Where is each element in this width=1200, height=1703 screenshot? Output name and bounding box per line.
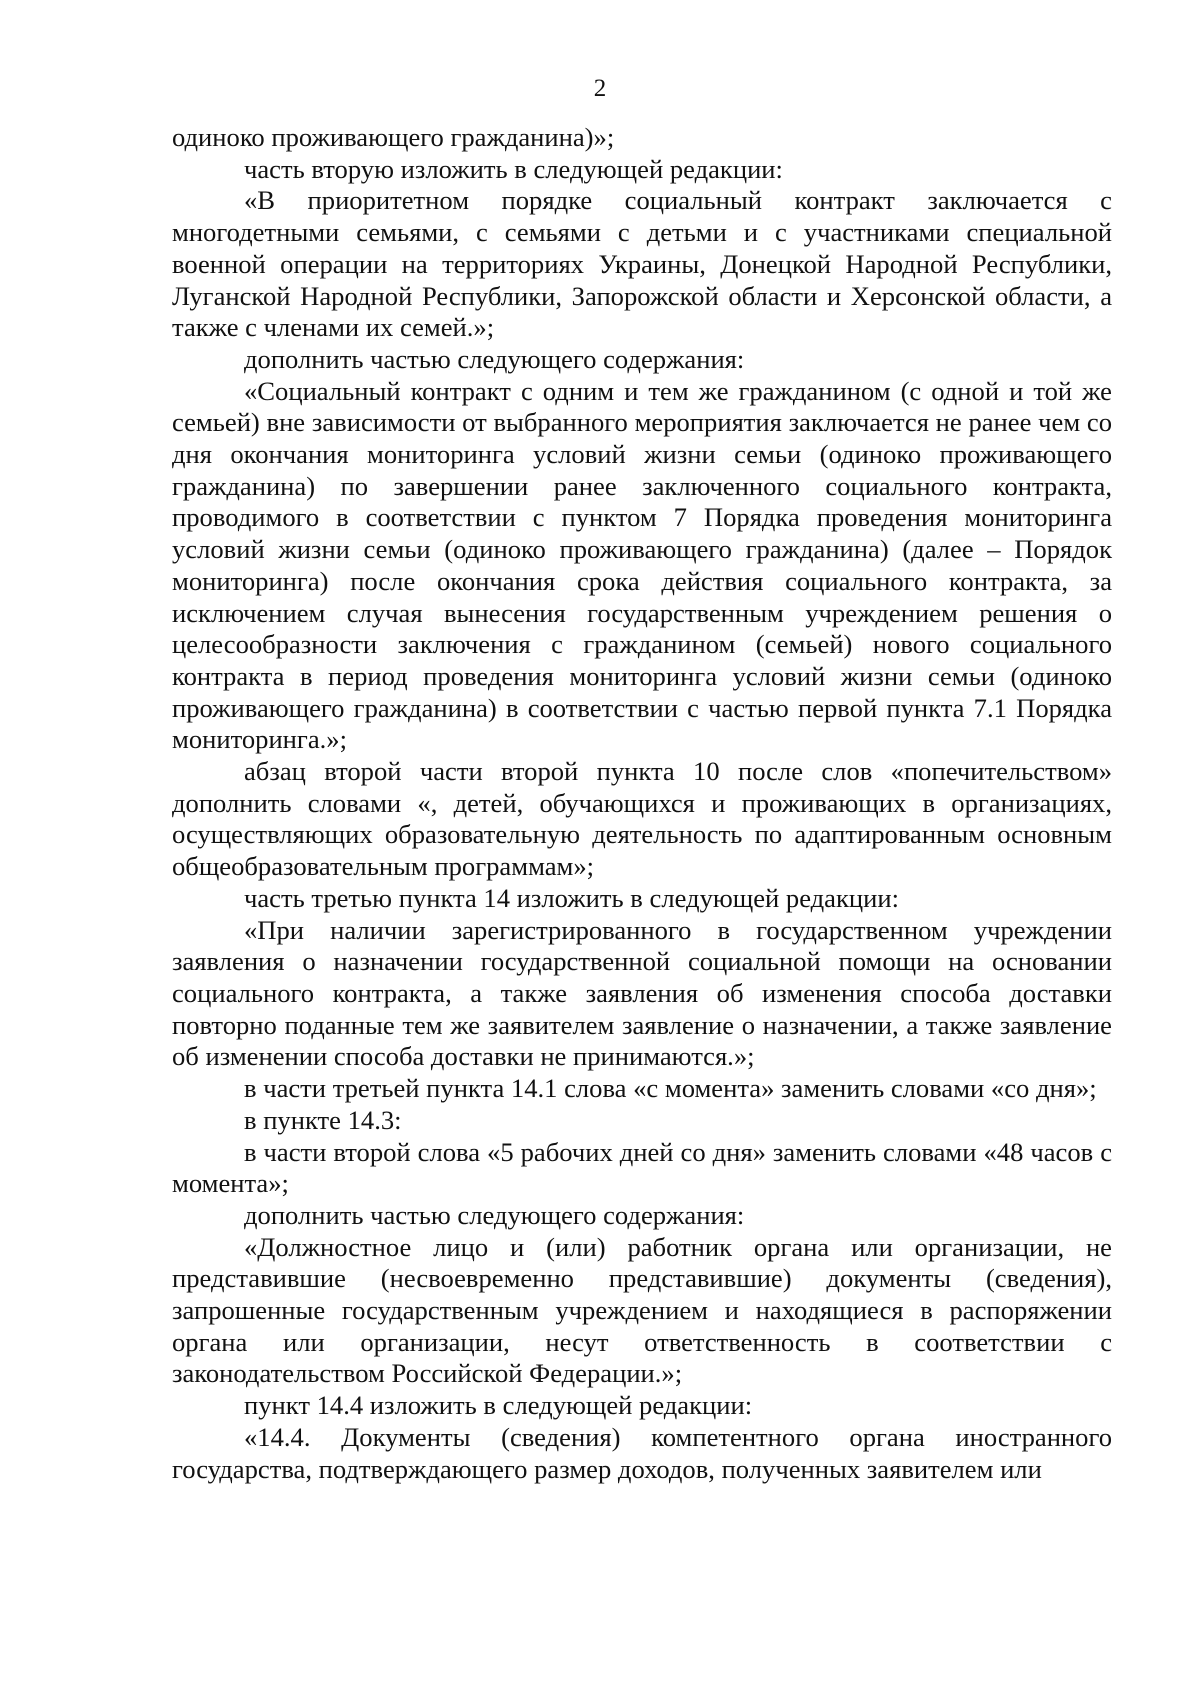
paragraph: дополнить частью следующего содержания: [244, 1199, 745, 1230]
paragraph: «14.4. Документы (сведения) компетентного органа иностранного государства, подтверждающего размер доходов, полученных заявителем или [172, 1421, 1112, 1484]
paragraph: в пункте 14.3: [244, 1104, 402, 1135]
paragraph: «В приоритетном порядке социальный контракт заключается с многодетными семьями, с семьями с детьми и с участниками специальной военной операции на территориях Украины, Донецкой Народной Республики, Луганской Народной Республики, Запорожской области и Херсонской области, а также с членами их семей.»; [172, 185, 1112, 343]
paragraph: в части третьей пункта 14.1 слова «с момента» заменить словами «со дня»; [244, 1073, 1097, 1104]
paragraph: абзац второй части второй пункта 10 после слов «попечительством» дополнить словами «, детей, обучающихся и проживающих в организациях, осуществляющих образовательную деятельность по адаптированным основным общеобразовательным программам»; [172, 756, 1112, 882]
paragraph: «Должностное лицо и (или) работник органа или организации, не представившие (несвоевременно представившие) документы (сведения), запрошенные государственным учреждением и находящиеся в распоряжении органа или организации, несут ответственность в соответствии с законодательством Российской Федерации.»; [172, 1231, 1112, 1389]
paragraph: «При наличии зарегистрированного в государственном учреждении заявления о назначении государственной социальной помощи на основании социального контракта, а также заявления об изменения способа доставки повторно поданные тем же заявителем заявление о назначении, а также заявление об изменении способа доставки не принимаются.»; [172, 914, 1112, 1072]
page-number: 2 [593, 75, 607, 102]
paragraph: пункт 14.4 изложить в следующей редакции: [244, 1390, 753, 1421]
paragraph: в части второй слова «5 рабочих дней со дня» заменить словами «48 часов с момента»; [172, 1136, 1112, 1199]
paragraph: часть третью пункта 14 изложить в следующей редакции: [244, 882, 899, 913]
paragraph: «Социальный контракт с одним и тем же гражданином (с одной и той же семьей) вне зависимости от выбранного мероприятия заключается не ранее чем со дня окончания мониторинга условий жизни семьи (одиноко проживающего гражданина) по завершении ранее заключенного социального контракта, проводимого в соответствии с пунктом 7 Порядка проведения мониторинга условий жизни семьи (одиноко проживающего гражданина) (далее – Порядок мониторинга) после окончания срока действия социального контракта, за исключением случая вынесения государственным учреждением решения о целесообразности заключения с гражданином (семьей) нового социального контракта в период проведения мониторинга условий жизни семьи (одиноко проживающего гражданина) в соответствии с частью первой пункта 7.1 Порядка мониторинга.»; [172, 375, 1112, 755]
paragraph: одиноко проживающего гражданина)»; [172, 122, 615, 152]
document-body [172, 122, 1112, 1485]
paragraph: дополнить частью следующего содержания: [244, 343, 745, 374]
paragraph: часть вторую изложить в следующей редакции: [244, 153, 783, 184]
